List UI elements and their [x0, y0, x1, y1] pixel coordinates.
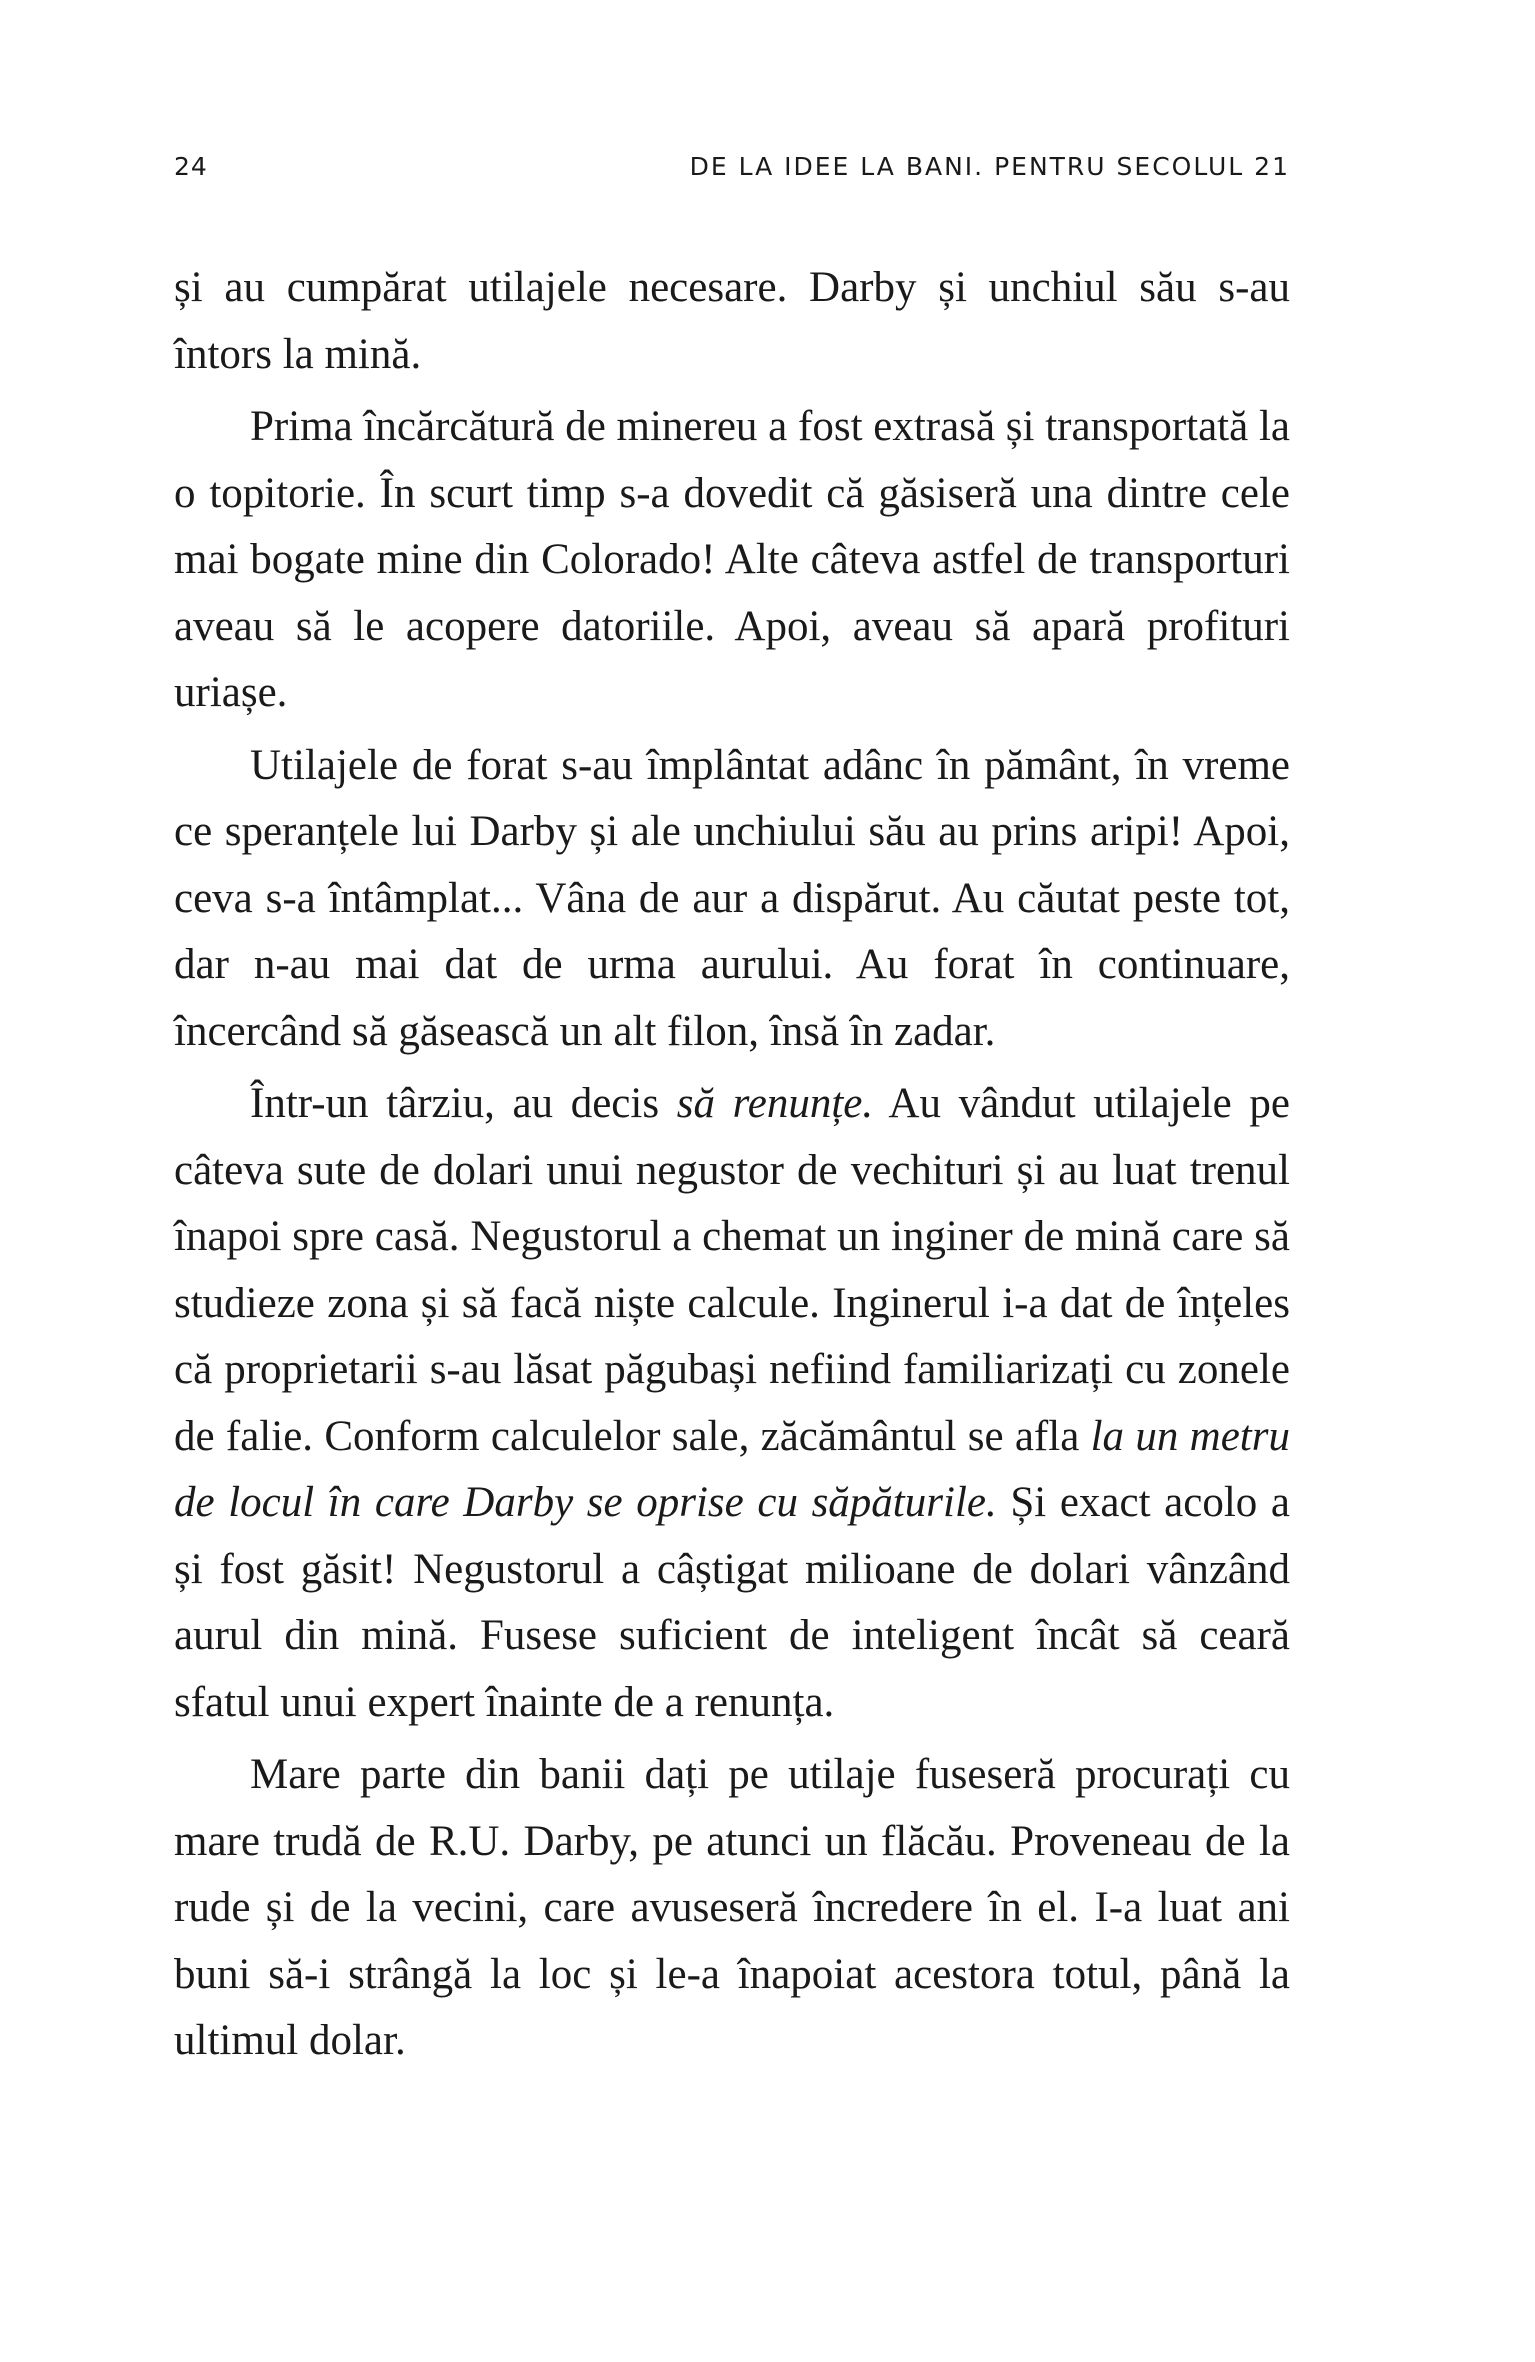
- paragraph-5: Mare parte din banii dați pe utilaje fuseseră procurați cu mare trudă de R.U. Darby, pe atunci un flăcău. Proveneau de la rude și de la vecini, care avuseseră încredere în el. I-a luat ani buni să-i strângă la loc și le-a înapoiat acestora totul, până la ultimul dolar.: [174, 1751, 1290, 2064]
- paragraph-4-emphasis-b: la un metru de locul în care Darby se oprise cu săpăturile.: [174, 1412, 1290, 1526]
- paragraph-4-emphasis-a: să renunțe.: [676, 1080, 874, 1127]
- paragraph-4-text-b: Au vândut utilajele pe câteva sute de dolari unui negustor de vechituri și au luat trenul înapoi spre casă. Negustorul a chemat un inginer de mină care să studieze zona și să facă niște calcule. Inginerul i-a dat de înțeles că proprietarii s-au lăsat păgubași nefiind familiarizați cu zonele de falie. Conform calculelor sale, zăcământul se afla: [174, 1080, 1290, 1460]
- body-text: [174, 255, 1290, 2075]
- book-title: DE LA IDEE LA BANI. PENTRU SECOLUL 21: [689, 151, 1290, 181]
- paragraph-3: Utilajele de forat s-au împlântat adânc în pământ, în vreme ce speranțele lui Darby și ale unchiului său au prins aripi! Apoi, ceva s-a întâmplat... Vâna de aur a dispărut. Au căutat peste tot, dar n-au mai dat de urma aurului. Au forat în continuare, încercând să găsească un alt filon, însă în zadar.: [174, 741, 1290, 1055]
- paragraph-4: [174, 1071, 1290, 1736]
- paragraph-2: Prima încărcătură de minereu a fost extrasă și transportată la o topitorie. În scurt timp s-a dovedit că găsiseră una dintre cele mai bogate mine din Colorado! Alte câteva astfel de transporturi aveau să le acopere datoriile. Apoi, aveau să apară profituri uriașe.: [174, 403, 1290, 716]
- paragraph-4-text-c: Și exact acolo a și fost găsit! Negustorul a câștigat milioane de dolari vânzând aurul din mină. Fusese suficient de inteligent încât să ceară sfatul unui expert înainte de a renunța.: [174, 1479, 1290, 1726]
- page-number: 24: [174, 151, 208, 181]
- running-header: [174, 146, 1290, 186]
- paragraph-1: și au cumpărat utilajele necesare. Darby și unchiul său s-au întors la mină.: [174, 264, 1290, 378]
- paragraph-4-text-a: Într-un târziu, au decis: [250, 1080, 677, 1127]
